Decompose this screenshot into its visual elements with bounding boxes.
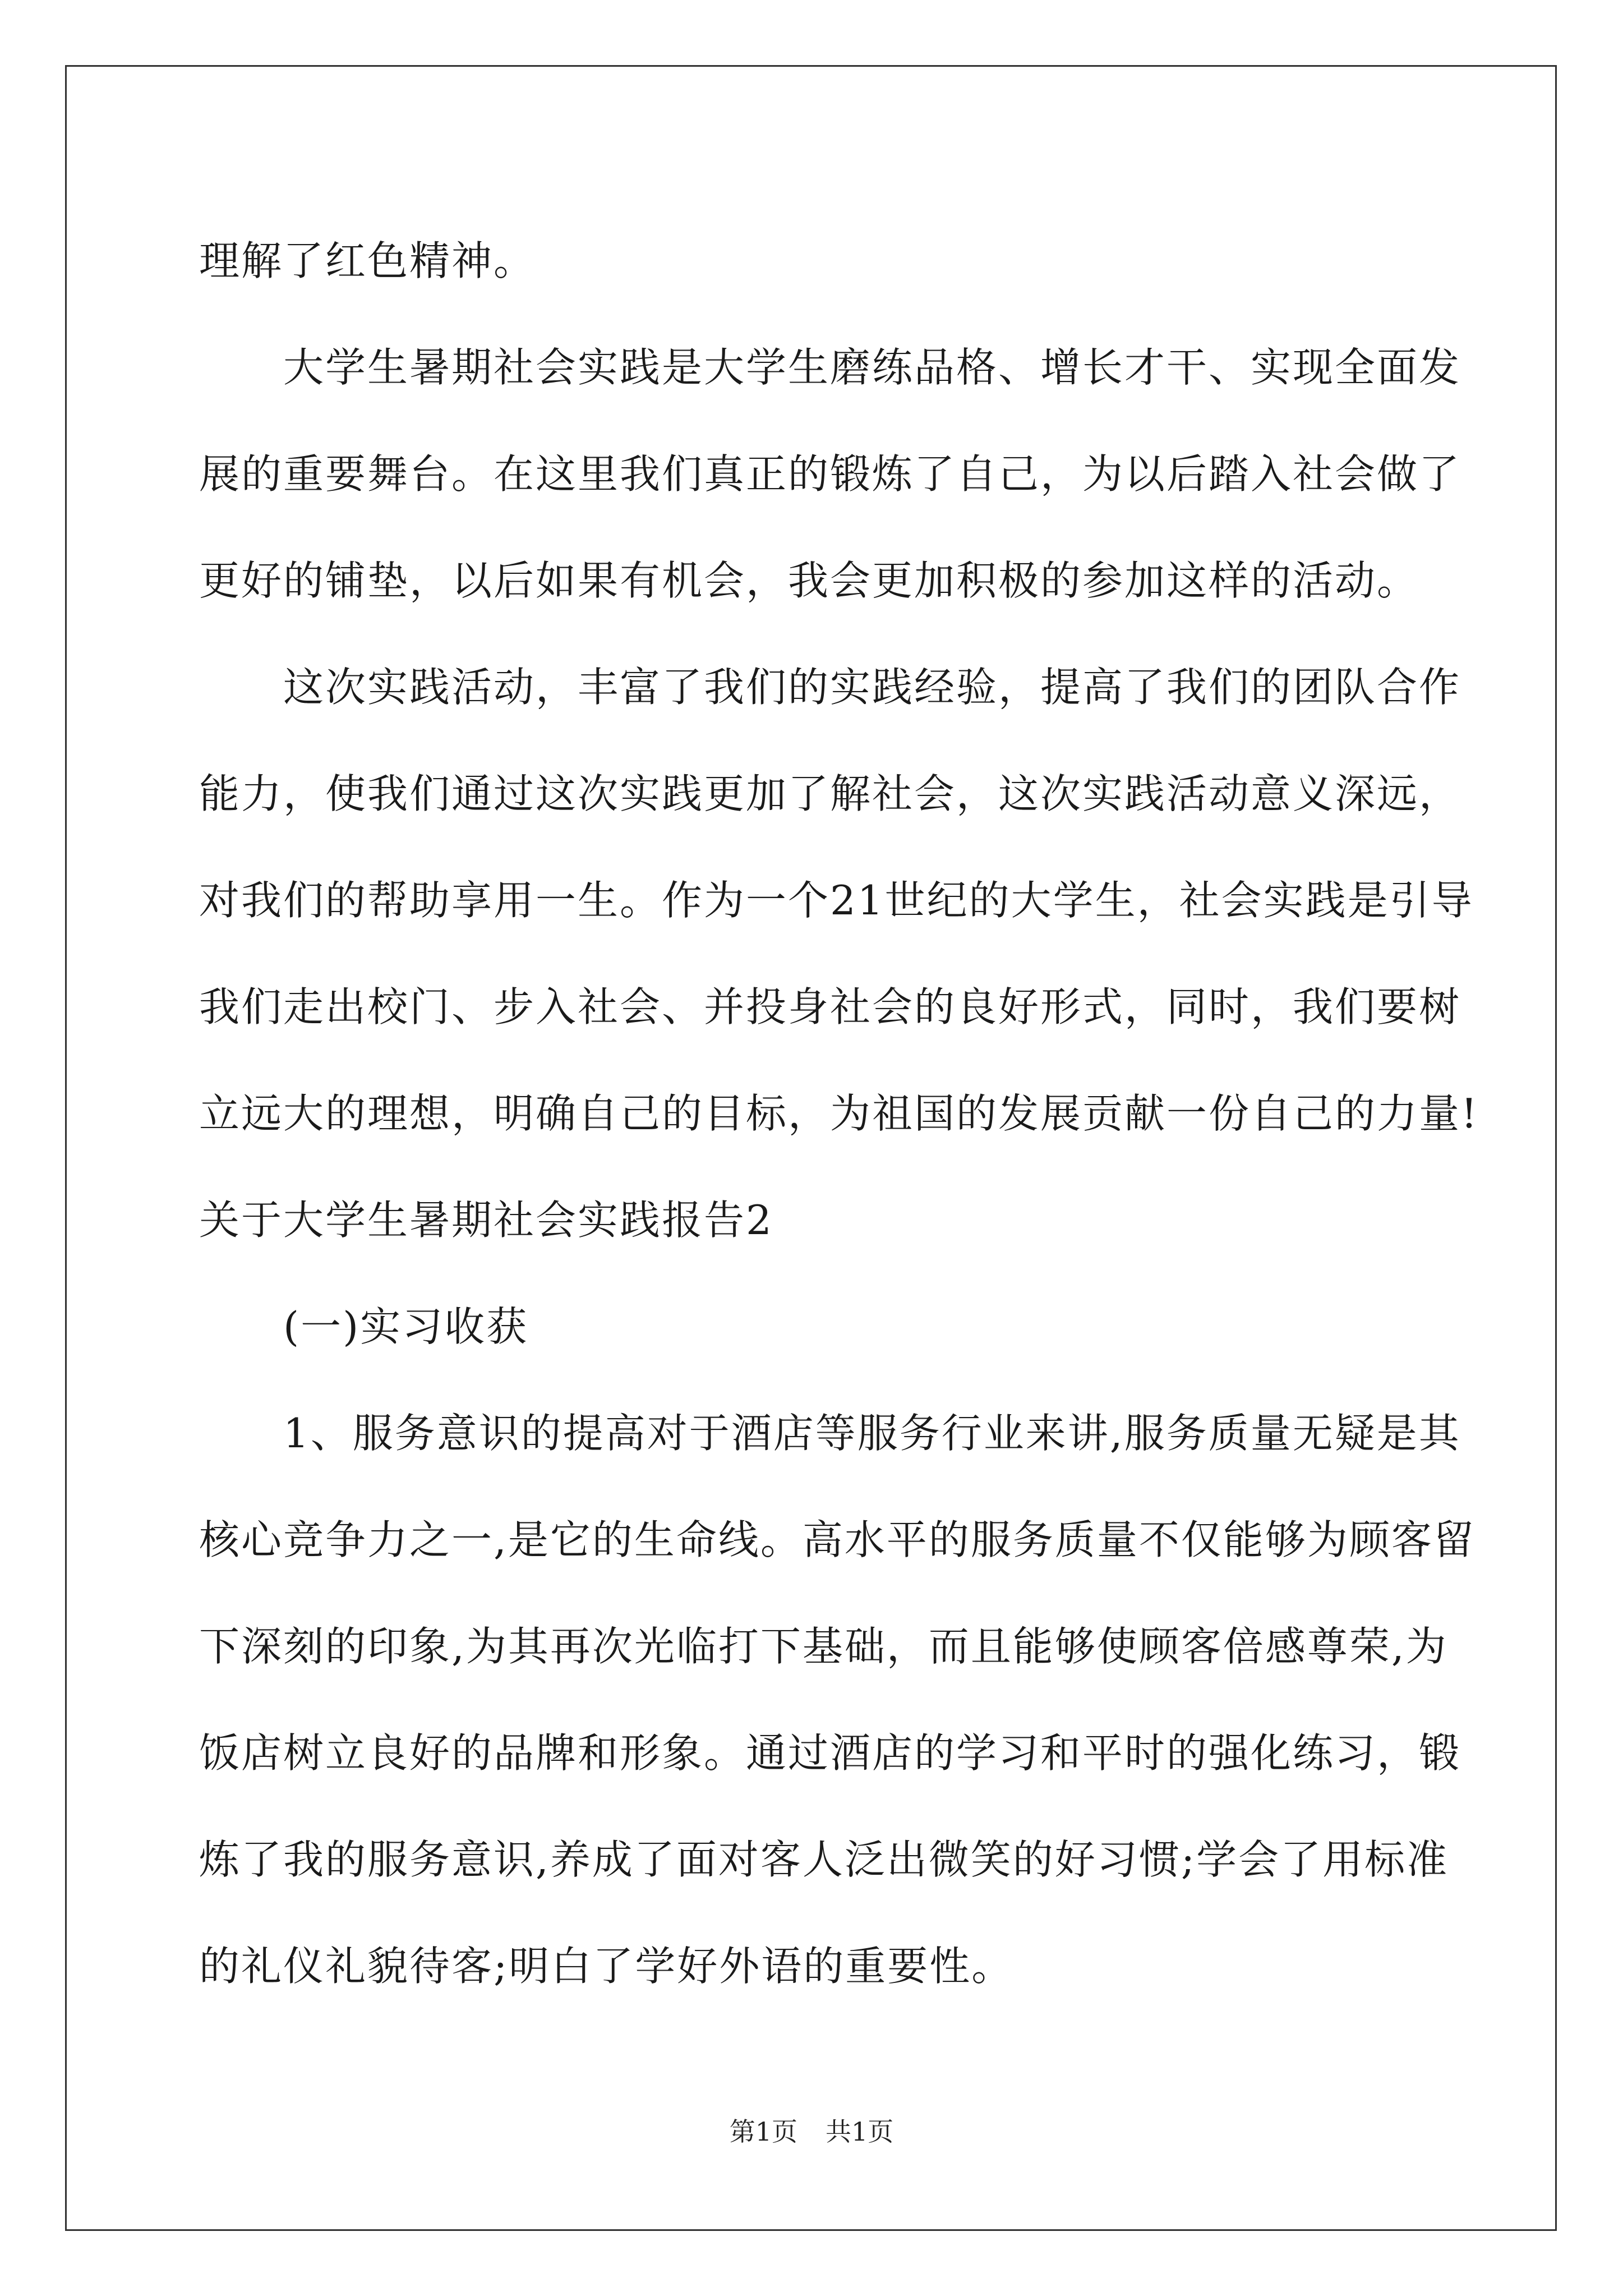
text-line: 1、服务意识的提高对于酒店等服务行业来讲,服务质量无疑是其 — [199, 1410, 1461, 1457]
text-line: 理解了红色精神。 — [199, 237, 536, 284]
text-line: 立远大的理想，明确自己的目标，为祖国的发展贡献一份自己的力量! — [199, 1090, 1479, 1137]
text-line: 对我们的帮助享用一生。作为一个21世纪的大学生，社会实践是引导 — [199, 877, 1474, 924]
section-heading: 关于大学生暑期社会实践报告2 — [199, 1197, 773, 1244]
text-line: 能力，使我们通过这次实践更加了解社会，这次实践活动意义深远， — [199, 770, 1461, 817]
page-footer — [0, 2115, 1623, 2148]
text-line: 下深刻的印象,为其再次光临打下基础，而且能够使顾客倍感尊荣,为 — [199, 1623, 1448, 1670]
page-total: 共1页 — [826, 2116, 894, 2147]
text-line: 的礼仪礼貌待客;明白了学好外语的重要性。 — [199, 1943, 1014, 1990]
text-line: 我们走出校门、步入社会、并投身社会的良好形式，同时，我们要树 — [199, 983, 1461, 1030]
text-line: 展的重要舞台。在这里我们真正的锻炼了自己，为以后踏入社会做了 — [199, 450, 1461, 498]
text-line: 这次实践活动，丰富了我们的实践经验，提高了我们的团队合作 — [199, 664, 1461, 711]
text-line: 更好的铺垫，以后如果有机会，我会更加积极的参加这样的活动。 — [199, 557, 1419, 604]
document-body — [199, 208, 1479, 2019]
text-line: 大学生暑期社会实践是大学生磨练品格、增长才干、实现全面发 — [199, 344, 1461, 391]
text-line: 核心竞争力之一,是它的生命线。高水平的服务质量不仅能够为顾客留 — [199, 1516, 1476, 1563]
text-line: 饭店树立良好的品牌和形象。通过酒店的学习和平时的强化练习，锻 — [199, 1729, 1461, 1777]
subsection-heading: (一)实习收获 — [199, 1303, 529, 1350]
text-line: 炼了我的服务意识,养成了面对客人泛出微笑的好习惯;学会了用标准 — [199, 1836, 1449, 1883]
page-number: 第1页 — [729, 2116, 797, 2147]
